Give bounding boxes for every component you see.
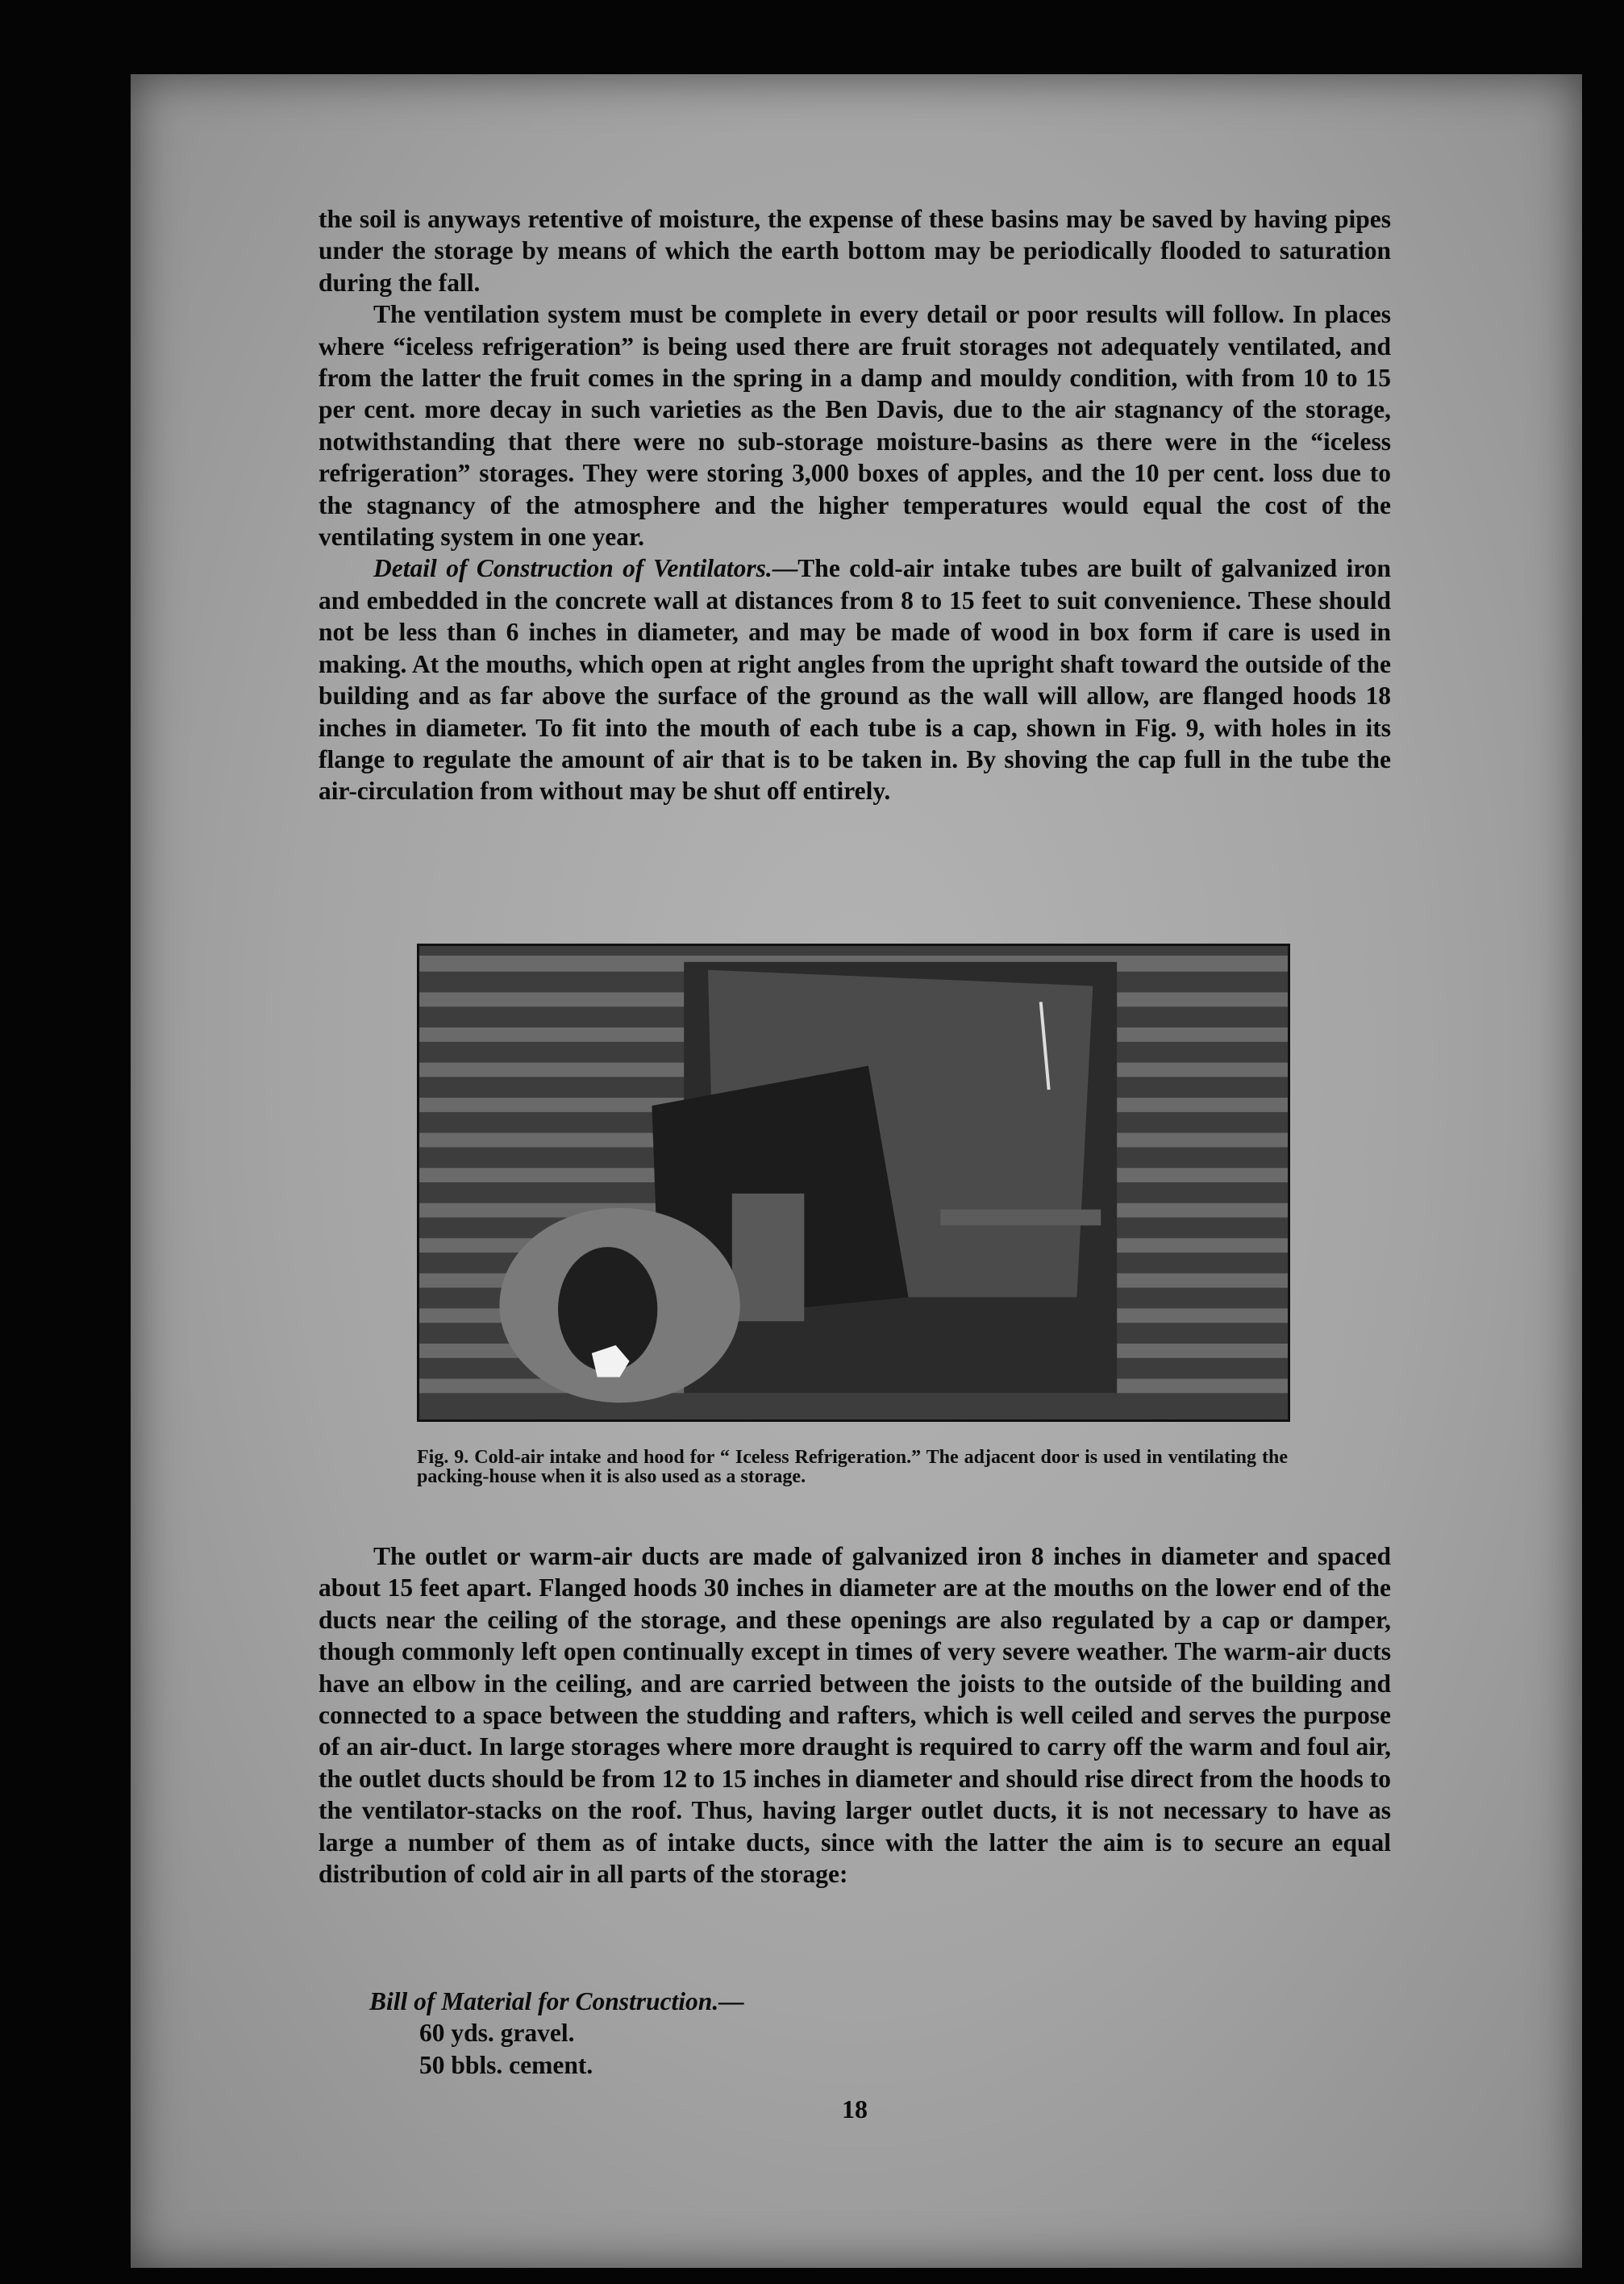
paragraph-outlet-ducts: The outlet or warm-air ducts are made of galvanized iron 8 inches in diameter and spaced about 15 feet apart. Flanged hoods 30 inches in diameter are at the mouths on the lower end of the ducts near the ceiling of the storage, and these openings are also regulated by a cap or damper, though commonly left open continually except in times of very severe weather. The warm-air ducts have an elbow in the ceiling, and are carried between the joists to the outside of the building and connected to a space between the studding and rafters, which is well ceiled and serves the purpose of an air-duct. In large storages where more draught is required to carry off the warm and foul air, the outlet ducts should be from 12 to 15 inches in diameter and should rise direct from the hoods to the ventilator-stacks on the roof. Thus, having larger outlet ducts, it is not necessary to have as large a number of them as of intake ducts, since with the latter the aim is to secure an equal distribution of cold air in all parts of the storage: <box>319 1542 1391 1889</box>
figure-caption: Fig. 9. Cold-air intake and hood for “ Iceless Refrigeration.” The adjacent door is used in ventilating the packing-house when it is also used as a storage. <box>417 1447 1288 1487</box>
bill-of-material <box>369 1986 934 2081</box>
paragraph-soil: the soil is anyways retentive of moisture, the expense of these basins may be saved by having pipes under the storage by means of which the earth bottom may be periodically flooded to saturation during the fall. <box>319 205 1391 297</box>
page-number: 18 <box>842 2094 868 2124</box>
paragraph-ventilation: The ventilation system must be complete in every detail or poor results will follow. In places where “iceless refrigeration” is being used there are fruit storages not adequately ventilated, and from the latter the fruit comes in the spring in a damp and mouldy condition, with from 10 to 15 per cent. more decay in such varieties as the Ben Davis, due to the air stagnancy of the storage, notwithstanding that there were no sub-storage moisture-basins as there were in the “iceless refrigeration” storages. They were storing 3,000 boxes of apples, and the 10 per cent. loss due to the stagnancy of the atmosphere and the higher temperatures would equal the cost of the ventilating system in one year. <box>319 300 1391 552</box>
bill-item-cement: 50 bbls. cement. <box>419 2050 593 2079</box>
section-heading-ventilators: Detail of Construction of Ventilators. <box>373 554 772 583</box>
paragraph-construction-body: —The cold-air intake tubes are built of galvanized iron and embedded in the concrete wall at distances from 8 to 15 feet to suit convenience. These should not be less than 6 inches in diameter, and may be made of wood in box form if care is used in making. At the mouths, which open at right angles from the upright shaft toward the outside of the building and as far above the surface of the ground as the wall will allow, are flanged hoods 18 inches in diameter. To fit into the mouth of each tube is a cap, shown in Fig. 9, with holes in its flange to regulate the amount of air that is to be taken in. By shoving the cap full in the tube the air-circulation from without may be shut off entirely. <box>319 554 1392 806</box>
paragraph-construction-detail <box>319 552 1391 806</box>
body-text-bottom <box>319 1540 1391 1890</box>
bill-heading: Bill of Material for Construction.— <box>369 1987 744 2015</box>
bill-item-gravel: 60 yds. gravel. <box>419 2019 575 2048</box>
body-text-top <box>319 203 1391 807</box>
figure-9-photo <box>417 944 1290 1422</box>
